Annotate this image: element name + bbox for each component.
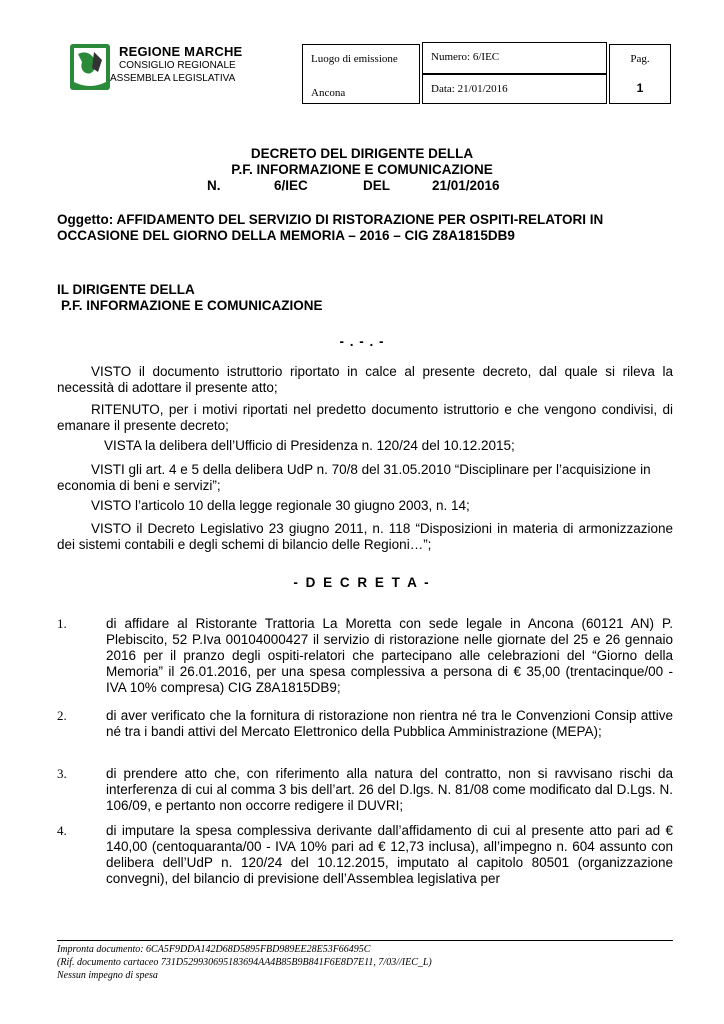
decree-n-label: N. [207,178,221,193]
premessa-vista-delibera: VISTA la delibera dell’Ufficio di Presidenza n. 120/24 del 10.12.2015; [104,438,515,453]
separator: - . - . - [339,334,385,349]
decree-del-label: DEL [363,178,390,193]
decree-number: 6/IEC [274,178,308,193]
pagina-value: 1 [636,81,644,95]
dirigente-line1: IL DIRIGENTE DELLA [57,282,195,297]
footer-divider [57,940,673,941]
item-number: 4. [57,823,67,838]
luogo-label: Luogo di emissione [311,53,398,65]
item-number: 2. [57,708,67,723]
premessa-visto-decreto: VISTO il Decreto Legislativo 23 giugno 2011, n. 118 “Disposizioni in materia di armonizzazione dei sistemi contabili e degli schemi di bilancio delle Regioni…”; [57,521,673,552]
luogo-box [302,44,420,104]
item-number: 3. [57,766,67,781]
data-value: Data: 21/01/2016 [431,83,508,95]
luogo-value: Ancona [311,87,346,99]
dirigente-line2: P.F. INFORMAZIONE E COMUNICAZIONE [61,298,323,313]
decree-title-line2: P.F. INFORMAZIONE E COMUNICAZIONE [231,162,493,177]
regione-marche-logo [68,42,112,92]
decree-date: 21/01/2016 [432,178,500,193]
org-subtitle: CONSIGLIO REGIONALE [119,60,236,71]
pagina-box [609,44,671,104]
premessa-visto-legge: VISTO l’articolo 10 della legge regionale 30 giugno 2003, n. 14; [91,498,470,513]
dirigente-heading [57,282,677,314]
item-text: di prendere atto che, con riferimento alla natura del contratto, non si ravvisano rischi da interferenza di cui al comma 3 bis dell’art. 26 del D.lgs. N. 81/08 come modificato dal D.Lgs. N. 106/09, e pertanto non occorre redigere il DUVRI; [106,766,673,813]
footer-impegno: Nessun impegno di spesa [57,970,158,981]
org-title: REGIONE MARCHE [119,44,243,59]
numero-box [422,42,607,74]
premessa-visto-documento: VISTO il documento istruttorio riportato in calce al presente decreto, dal quale si rileva la necessità di adottare il presente atto; [57,364,673,395]
numero-value: Numero: 6/IEC [431,51,500,63]
org-subtitle-2: ASSEMBLEA LEGISLATIVA [110,73,236,84]
decree-title-line1: DECRETO DEL DIRIGENTE DELLA [250,146,474,161]
oggetto: Oggetto: AFFIDAMENTO DEL SERVIZIO DI RISTORAZIONE PER OSPITI-RELATORI IN OCCASIONE DEL GIORNO DELLA MEMORIA – 2016 – CIG Z8A1815DB9 [57,212,604,243]
premessa-ritenuto: RITENUTO, per i motivi riportati nel predetto documento istruttorio e che vengono condivisi, di emanare il presente decreto; [57,402,673,433]
pagina-label: Pag. [630,53,650,65]
item-number: 1. [57,616,67,631]
footer-impronta: Impronta documento: 6CA5F9DDA142D68D5895FBD989EE28E53F66495C [57,944,371,955]
item-text: di aver verificato che la fornitura di ristorazione non rientra né tra le Convenzioni Consip attive né tra i bandi attivi del Mercato Elettronico della Pubblica Amministrazione (MEPA); [106,708,673,739]
decreta-heading: - D E C R E T A - [293,575,431,590]
footer-riferimento: (Rif. documento cartaceo 731D529930695183694AA4B85B9B841F6E8D7E11, 7/03//IEC_L) [57,957,432,968]
premessa-visti-articoli: VISTI gli art. 4 e 5 della delibera UdP n. 70/8 del 31.05.2010 “Disciplinare per l’acquisizione in economia di beni e servizi”; [57,462,651,493]
data-box [422,74,607,104]
item-text: di imputare la spesa complessiva derivante dall’affidamento di cui al presente atto pari ad € 140,00 (centoquaranta/00 - IVA 10% pari ad € 12,73 inclusa), all’impegno n. 604 assunto con delibera dell’UdP n. 120/24 del 10.12.2015, imputato al capitolo 80501 (organizzazione convegni), del bilancio di previsione dell’Assemblea legislativa per [106,823,673,886]
item-text: di affidare al Ristorante Trattoria La Moretta con sede legale in Ancona (60121 AN) P. Plebiscito, 52 P.Iva 00104000427 il servizio di ristorazione nelle giornate del 25 e 26 gennaio 2016 per il pranzo degli ospiti-relatori che partecipano alle celebrazioni del “Giorno della Memoria” il 26.01.2016, per una spesa complessiva a persona di € 35,00 (trentacinque/00 - IVA 10% compresa) CIG Z8A1815DB9; [106,616,673,695]
